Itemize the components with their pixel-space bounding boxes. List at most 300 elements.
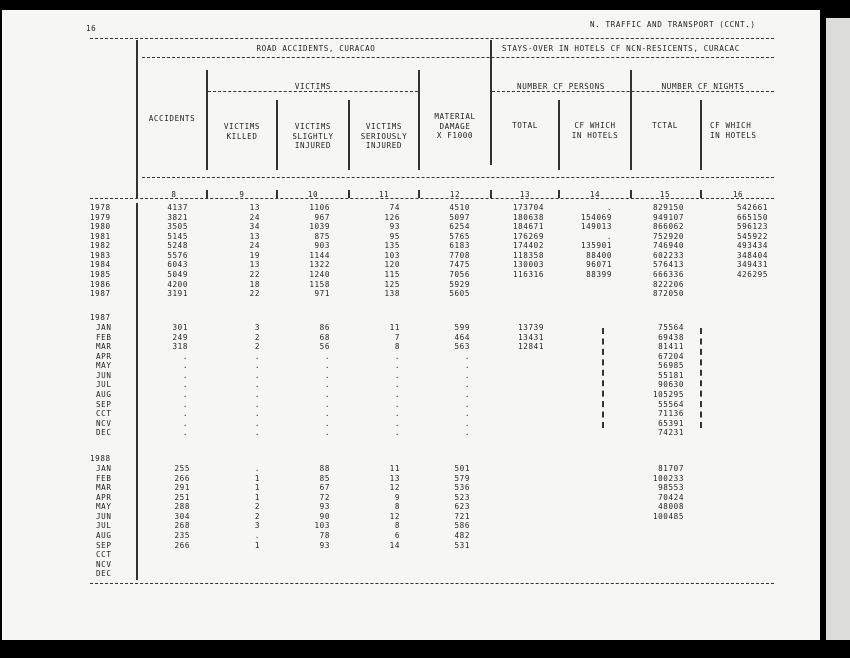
m87-labels	[96, 323, 136, 438]
slightly-injured-cell: 90	[319, 511, 330, 521]
material-damage-cell: 7708	[449, 250, 470, 260]
row-label: 1982	[90, 241, 111, 251]
page-number: 16	[86, 24, 97, 33]
row-label: 1983	[90, 250, 111, 260]
seriously-injured-cell	[350, 569, 400, 579]
material-damage-cell	[420, 569, 470, 579]
m87-sep-persons-nights	[602, 328, 604, 428]
header-nights-total: TCTAL	[652, 121, 678, 130]
slightly-injured-cell: .	[324, 428, 330, 438]
accidents-cell: 5576	[167, 250, 188, 260]
persons-hotels-cell	[560, 280, 612, 290]
m88-labels	[96, 464, 136, 579]
row-label: DEC	[96, 569, 112, 579]
row-label: JUN	[96, 370, 112, 380]
nights-total-cell: 56985	[658, 361, 684, 371]
slightly-injured-cell: .	[324, 361, 330, 371]
material-damage-cell: .	[464, 370, 470, 380]
accidents-cell: 301	[172, 323, 188, 332]
material-damage-cell: 563	[454, 342, 470, 352]
m87-sep-nights-right	[700, 328, 702, 428]
killed-cell	[208, 550, 260, 560]
annual-persons-total	[492, 203, 544, 299]
slightly-injured-cell: 72	[319, 492, 330, 502]
header-stays-over: STAYS-OVER IN HOTELS CF NCN-RESICENTS, CURACAC	[502, 44, 740, 53]
material-damage-cell: 4510	[449, 203, 470, 212]
seriously-injured-cell: 13	[389, 473, 400, 483]
next-page-edge	[826, 18, 850, 640]
nights-total-cell: 74231	[658, 428, 684, 438]
nights-total-cell: 48008	[658, 502, 684, 512]
persons-total-cell	[492, 380, 544, 390]
header-persons-total: TOTAL	[512, 121, 538, 130]
nights-hotels-cell	[702, 289, 768, 299]
accidents-cell: .	[182, 380, 188, 390]
seriously-injured-cell: 95	[389, 231, 400, 241]
material-damage-cell: 6254	[449, 222, 470, 232]
accidents-cell: 4137	[167, 203, 188, 212]
slightly-injured-cell: .	[324, 370, 330, 380]
material-damage-cell: .	[464, 361, 470, 371]
material-damage-cell: 536	[454, 483, 470, 493]
killed-cell: 24	[249, 212, 260, 222]
seriously-injured-cell: 8	[394, 521, 400, 531]
nights-total-cell: 69438	[658, 332, 684, 342]
persons-total-cell: 13739	[518, 323, 544, 332]
accidents-cell: 266	[174, 540, 190, 550]
annual-labels	[90, 203, 130, 299]
persons-total-cell: 180638	[512, 212, 544, 222]
persons-total-cell: 130003	[512, 260, 544, 270]
row-label: JUN	[96, 511, 112, 521]
seriously-injured-cell: 8	[394, 342, 400, 352]
material-damage-cell: 464	[454, 332, 470, 342]
seriously-injured-cell	[350, 560, 400, 570]
colnum-11: 11	[378, 190, 390, 199]
accidents-cell: 255	[174, 464, 190, 473]
body-left-bar	[136, 203, 138, 580]
persons-total-cell	[492, 352, 544, 362]
row-label: CCT	[96, 550, 112, 560]
m87-persons-total	[492, 323, 544, 438]
m88-damage	[420, 464, 470, 579]
persons-total-cell	[492, 371, 544, 381]
seriously-injured-cell: 115	[384, 270, 400, 280]
m87-slightly	[278, 323, 330, 438]
accidents-cell	[142, 560, 190, 570]
nights-total-cell: 576413	[652, 260, 684, 270]
nights-total-cell	[632, 560, 684, 570]
accidents-cell: .	[182, 399, 188, 409]
killed-cell: 2	[254, 502, 260, 512]
accidents-cell: .	[182, 370, 188, 380]
header-nights-hotels: CF WHICH IN HOTELS	[710, 121, 757, 140]
nights-total-cell: 98553	[658, 483, 684, 493]
m88-slightly	[278, 464, 330, 579]
persons-hotels-cell: 96071	[586, 260, 612, 270]
row-label: APR	[96, 351, 112, 361]
slightly-injured-cell: 68	[319, 332, 330, 342]
accidents-cell: 5248	[167, 241, 188, 251]
nights-hotels-cell: 426295	[736, 270, 768, 280]
m88-nights-total	[632, 464, 684, 579]
nights-hotels-cell: 665150	[736, 212, 768, 222]
slightly-injured-cell: 1240	[309, 270, 330, 280]
colnum-13: 13	[519, 190, 531, 199]
killed-cell: .	[254, 531, 260, 541]
material-damage-cell: .	[464, 428, 470, 438]
nights-total-cell: 872050	[652, 289, 684, 299]
m87-killed	[208, 323, 260, 438]
nights-hotels-cell	[702, 280, 768, 290]
material-damage-cell: 579	[454, 473, 470, 483]
killed-cell: 2	[254, 511, 260, 521]
material-damage-cell: 501	[454, 464, 470, 473]
seriously-injured-cell: 11	[389, 464, 400, 473]
document-page	[2, 10, 820, 640]
accidents-cell: .	[182, 409, 188, 419]
nights-hotels-cell: 493434	[736, 241, 768, 251]
rule-colnum-top	[142, 177, 774, 178]
nights-total-cell: 666336	[652, 270, 684, 280]
nights-hotels-cell: 545922	[736, 231, 768, 241]
slightly-injured-cell: 1144	[309, 250, 330, 260]
material-damage-cell: 482	[454, 531, 470, 541]
slightly-injured-cell: 1039	[309, 222, 330, 232]
nights-total-cell: 602233	[652, 250, 684, 260]
seriously-injured-cell: 120	[384, 260, 400, 270]
seriously-injured-cell: .	[394, 370, 400, 380]
material-damage-cell: 623	[454, 502, 470, 512]
persons-total-cell	[492, 361, 544, 371]
year-1987-label: 1987	[90, 313, 111, 322]
annual-persons-hotels	[560, 203, 612, 299]
row-label: AUG	[96, 531, 112, 541]
nights-total-cell: 100485	[652, 511, 684, 521]
seriously-injured-cell: .	[394, 351, 400, 361]
seriously-injured-cell: 135	[384, 241, 400, 251]
nights-total-cell	[632, 569, 684, 579]
m88-accidents	[142, 464, 190, 579]
persons-total-cell: 173704	[512, 203, 544, 212]
slightly-injured-cell: .	[324, 390, 330, 400]
seriously-injured-cell: 138	[384, 289, 400, 299]
killed-cell: .	[254, 409, 260, 419]
nights-total-cell	[632, 531, 684, 541]
material-damage-cell: 5097	[449, 212, 470, 222]
accidents-cell: 235	[174, 531, 190, 541]
slightly-injured-cell: 875	[314, 231, 330, 241]
rule-bottom	[90, 583, 774, 584]
accidents-cell: .	[182, 418, 188, 428]
accidents-cell: 6043	[167, 260, 188, 270]
killed-cell: .	[254, 361, 260, 371]
seriously-injured-cell: 93	[389, 222, 400, 232]
slightly-injured-cell: .	[324, 351, 330, 361]
killed-cell: 19	[249, 250, 260, 260]
nights-total-cell: 105295	[652, 390, 684, 400]
accidents-cell: .	[182, 428, 188, 438]
row-label: 1979	[90, 212, 111, 222]
persons-hotels-cell: 149013	[580, 222, 612, 232]
header-number-nights: NUMBER CF NIGHTS	[661, 82, 745, 91]
seriously-injured-cell: .	[394, 361, 400, 371]
killed-cell: 34	[249, 222, 260, 232]
colnum-sep-8	[700, 190, 702, 198]
persons-hotels-cell: 154069	[580, 212, 612, 222]
nights-total-cell: 949107	[652, 212, 684, 222]
slightly-injured-cell: 78	[319, 531, 330, 541]
m87-damage	[420, 323, 470, 438]
header-material-damage: MATERIAL DAMAGE X F1000	[434, 112, 476, 141]
accidents-cell: 304	[174, 511, 190, 521]
header-road-accidents: ROAD ACCIDENTS, CURACAO	[256, 44, 376, 53]
row-label: NCV	[96, 559, 112, 569]
row-label: 1978	[90, 203, 111, 212]
nights-total-cell: 866062	[652, 222, 684, 232]
persons-total-cell: 12841	[518, 342, 544, 352]
colnum-15: 15	[659, 190, 671, 199]
killed-cell: 2	[254, 332, 260, 342]
accidents-cell: .	[182, 361, 188, 371]
material-damage-cell: .	[464, 409, 470, 419]
seriously-injured-cell: .	[394, 428, 400, 438]
seriously-injured-cell: .	[394, 380, 400, 390]
slightly-injured-cell	[278, 550, 330, 560]
material-damage-cell: 531	[454, 540, 470, 550]
nights-total-cell: 746940	[652, 241, 684, 251]
slightly-injured-cell: 86	[319, 323, 330, 332]
material-damage-cell: 523	[454, 492, 470, 502]
row-label: DEC	[96, 428, 112, 438]
persons-total-cell: 116316	[512, 270, 544, 280]
material-damage-cell: 599	[454, 323, 470, 332]
header-number-persons: NUMBER CF PERSONS	[517, 82, 605, 91]
nights-total-cell: 90630	[658, 380, 684, 390]
killed-cell: .	[254, 351, 260, 361]
accidents-cell: 249	[172, 332, 188, 342]
persons-total-cell	[492, 419, 544, 429]
slightly-injured-cell: .	[324, 418, 330, 428]
colnum-8: 8	[171, 190, 177, 199]
accidents-cell: 4200	[167, 279, 188, 289]
nights-total-cell: 81411	[658, 342, 684, 352]
killed-cell: .	[254, 418, 260, 428]
row-label: FEB	[96, 473, 112, 483]
accidents-cell: 5049	[167, 270, 188, 280]
slightly-injured-cell: 1106	[309, 203, 330, 212]
colnum-sep-5	[490, 190, 492, 198]
slightly-injured-cell: .	[324, 399, 330, 409]
nights-total-cell	[632, 550, 684, 560]
killed-cell: .	[254, 390, 260, 400]
accidents-cell: 266	[174, 473, 190, 483]
seriously-injured-cell: 74	[389, 203, 400, 212]
row-label: AUG	[96, 390, 112, 400]
seriously-injured-cell: 126	[384, 212, 400, 222]
killed-cell: 2	[254, 342, 260, 352]
killed-cell: 1	[254, 483, 260, 493]
seriously-injured-cell: 6	[394, 531, 400, 541]
persons-hotels-cell: 135901	[580, 241, 612, 251]
colnum-16: 16	[732, 190, 744, 199]
header-victims: VICTIMS	[294, 82, 332, 91]
accidents-cell: 3505	[167, 222, 188, 232]
persons-hotels-cell: 88400	[586, 250, 612, 260]
persons-hotels-cell: 88399	[586, 270, 612, 280]
nights-total-cell: 100233	[652, 473, 684, 483]
seriously-injured-cell: 8	[394, 502, 400, 512]
header-accidents: ACCIDENTS	[148, 114, 196, 123]
header-victims-killed: VICTIMS KILLED	[223, 122, 261, 141]
slightly-injured-cell: .	[324, 409, 330, 419]
slightly-injured-cell: 103	[314, 521, 330, 531]
annual-nights-total	[632, 203, 684, 299]
section-title: N. TRAFFIC AND TRANSPORT (CCNT.)	[590, 20, 756, 29]
row-label: JAN	[96, 323, 112, 332]
killed-cell: 22	[249, 270, 260, 280]
seriously-injured-cell: .	[394, 390, 400, 400]
material-damage-cell: 7056	[449, 270, 470, 280]
colnum-12: 12	[449, 190, 461, 199]
row-label: JUL	[96, 521, 112, 531]
slightly-injured-cell: 93	[319, 540, 330, 550]
annual-damage	[420, 203, 470, 299]
material-damage-cell: 5605	[449, 289, 470, 299]
nights-total-cell	[632, 541, 684, 551]
accidents-cell: .	[182, 390, 188, 400]
accidents-cell: 291	[174, 483, 190, 493]
colnum-9: 9	[239, 190, 245, 199]
persons-total-cell	[492, 280, 544, 290]
accidents-cell: .	[182, 351, 188, 361]
row-label: 1980	[90, 222, 111, 232]
killed-cell: 13	[249, 231, 260, 241]
accidents-cell: 268	[174, 521, 190, 531]
persons-total-cell: 176269	[512, 231, 544, 241]
m87-seriously	[350, 323, 400, 438]
annual-nights-hotels	[702, 203, 768, 299]
colnum-sep-7	[630, 190, 632, 198]
material-damage-cell: .	[464, 418, 470, 428]
material-damage-cell: 586	[454, 521, 470, 531]
seriously-injured-cell: 14	[389, 540, 400, 550]
slightly-injured-cell: 1322	[309, 260, 330, 270]
material-damage-cell: .	[464, 390, 470, 400]
nights-total-cell: 55564	[658, 399, 684, 409]
seriously-injured-cell: .	[394, 409, 400, 419]
m88-seriously	[350, 464, 400, 579]
sep-road-stays	[490, 40, 492, 165]
colnum-sep-1	[206, 190, 208, 198]
material-damage-cell: 5765	[449, 231, 470, 241]
material-damage-cell: 721	[454, 511, 470, 521]
colnum-10: 10	[307, 190, 319, 199]
row-label: APR	[96, 492, 112, 502]
killed-cell: 1	[254, 492, 260, 502]
header-victims-seriously: VICTIMS SERIOUSLY INJURED	[360, 122, 408, 151]
persons-total-cell	[492, 289, 544, 299]
row-label: 1986	[90, 279, 111, 289]
killed-cell: 13	[249, 260, 260, 270]
sep-total-ofwhich-nights	[700, 100, 702, 170]
year-1988-label: 1988	[90, 454, 111, 463]
persons-hotels-cell	[560, 289, 612, 299]
row-label: CCT	[96, 409, 112, 419]
annual-seriously	[350, 203, 400, 299]
nights-hotels-cell: 349431	[736, 260, 768, 270]
slightly-injured-cell: 85	[319, 473, 330, 483]
m87-accidents	[142, 323, 188, 438]
killed-cell: 3	[254, 323, 260, 332]
row-label: 1984	[90, 260, 111, 270]
annual-killed	[208, 203, 260, 299]
slightly-injured-cell: 67	[319, 483, 330, 493]
colnum-sep-2	[276, 190, 278, 198]
nights-total-cell: 829150	[652, 203, 684, 212]
seriously-injured-cell: 12	[389, 483, 400, 493]
material-damage-cell	[420, 550, 470, 560]
colnum-14: 14	[589, 190, 601, 199]
slightly-injured-cell: .	[324, 380, 330, 390]
rule-group-under	[142, 57, 774, 58]
material-damage-cell: 5929	[449, 279, 470, 289]
killed-cell: 18	[249, 279, 260, 289]
slightly-injured-cell: 1158	[309, 279, 330, 289]
killed-cell: 1	[254, 540, 260, 550]
row-label: 1981	[90, 231, 111, 241]
material-damage-cell: .	[464, 380, 470, 390]
nights-total-cell: 70424	[658, 492, 684, 502]
slightly-injured-cell	[278, 569, 330, 579]
material-damage-cell: 7475	[449, 260, 470, 270]
persons-total-cell	[492, 409, 544, 419]
annual-accidents	[142, 203, 188, 299]
killed-cell: .	[254, 380, 260, 390]
persons-total-cell: 118358	[512, 250, 544, 260]
colnum-sep-3	[348, 190, 350, 198]
seriously-injured-cell: 9	[394, 492, 400, 502]
accidents-cell	[142, 569, 190, 579]
killed-cell: 24	[249, 241, 260, 251]
material-damage-cell	[420, 560, 470, 570]
annual-slightly	[278, 203, 330, 299]
material-damage-cell: .	[464, 399, 470, 409]
persons-hotels-cell: .	[606, 231, 612, 241]
nights-total-cell: 81707	[658, 464, 684, 473]
nights-total-cell	[632, 521, 684, 531]
nights-total-cell: 822206	[652, 279, 684, 289]
seriously-injured-cell	[350, 550, 400, 560]
m87-nights-total	[632, 323, 684, 438]
row-label: MAR	[96, 483, 112, 493]
row-label: NCV	[96, 418, 112, 428]
accidents-cell: 318	[172, 342, 188, 352]
nights-hotels-cell: 542661	[736, 203, 768, 212]
killed-cell: 3	[254, 521, 260, 531]
persons-total-cell	[492, 390, 544, 400]
killed-cell: .	[254, 464, 260, 473]
accidents-cell: 251	[174, 492, 190, 502]
seriously-injured-cell: .	[394, 399, 400, 409]
killed-cell: 1	[254, 473, 260, 483]
slightly-injured-cell: 88	[319, 464, 330, 473]
row-label: MAY	[96, 502, 112, 512]
row-label: SEP	[96, 399, 112, 409]
nights-total-cell: 75564	[658, 323, 684, 332]
accidents-cell: 5145	[167, 231, 188, 241]
killed-cell: 22	[249, 289, 260, 299]
